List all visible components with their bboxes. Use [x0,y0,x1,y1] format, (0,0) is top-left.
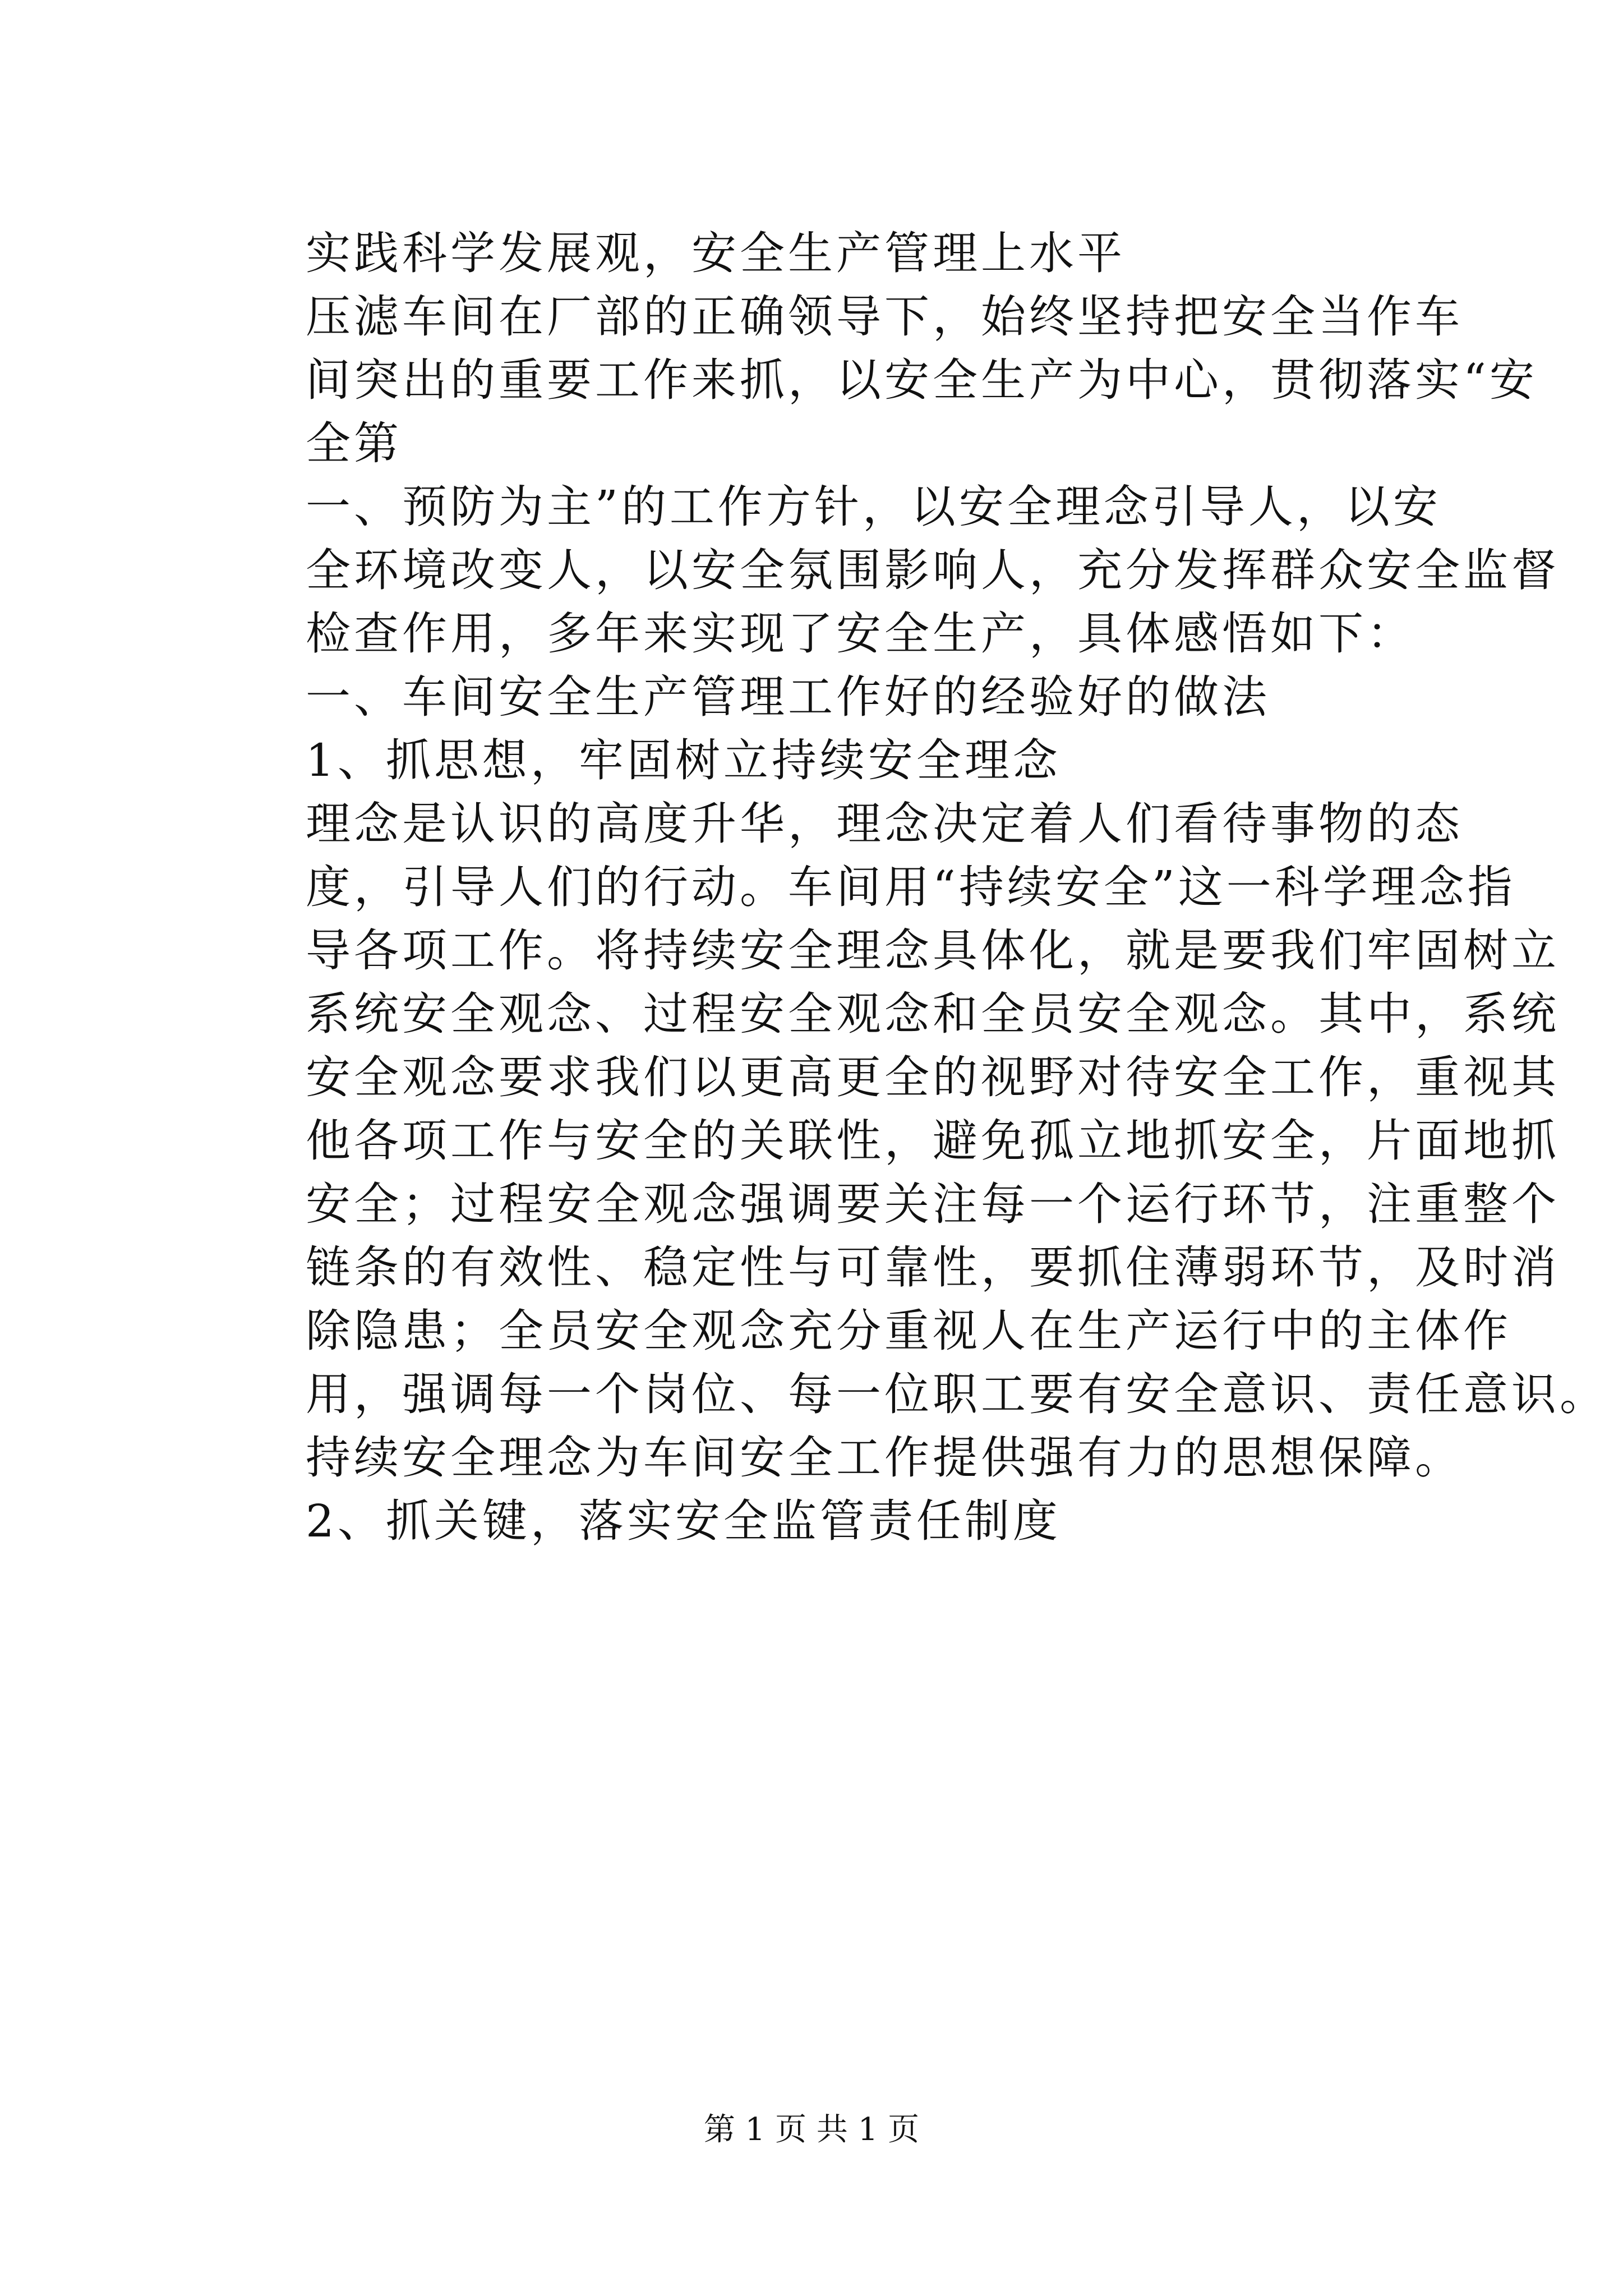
paragraph-line: 除隐患；全员安全观念充分重视人在生产运行中的主体作 [306,1305,1511,1357]
paragraph-line: 安全；过程安全观念强调要关注每一个运行环节，注重整个 [306,1178,1560,1230]
paragraph-line: 他各项工作与安全的关联性，避免孤立地抓安全，片面地抓 [306,1115,1560,1167]
paragraph-line: 检查作用，多年来实现了安全生产，具体感悟如下： [306,608,1415,660]
document-body [306,222,1608,1553]
paragraph-line: 全第 [306,417,402,470]
paragraph-line: 用，强调每一个岗位、每一位职工要有安全意识、责任意识。 [306,1368,1608,1420]
subsection-heading: 2、抓关键，落实安全监管责任制度 [306,1495,1061,1547]
section-heading: 一、车间安全生产管理工作好的经验好的做法 [306,671,1270,723]
paragraph-line: 全环境改变人，以安全氛围影响人，充分发挥群众安全监督 [306,544,1560,596]
page-number-footer: 第 1 页 共 1 页 [703,2111,920,2148]
paragraph-line: 一、预防为主”的工作方针，以安全理念引导人，以安 [306,481,1441,533]
subsection-heading: 1、抓思想，牢固树立持续安全理念 [306,734,1061,786]
paragraph-line: 间突出的重要工作来抓，以安全生产为中心，贯彻落实“安 [306,354,1538,406]
paragraph-line: 压滤车间在厂部的正确领导下，始终坚持把安全当作车 [306,291,1463,343]
paragraph-line: 安全观念要求我们以更高更全的视野对待安全工作，重视其 [306,1051,1560,1103]
paragraph-line: 系统安全观念、过程安全观念和全员安全观念。其中，系统 [306,988,1560,1040]
paragraph-line: 链条的有效性、稳定性与可靠性，要抓住薄弱环节，及时消 [306,1241,1560,1294]
paragraph-line: 持续安全理念为车间安全工作提供强有力的思想保障。 [306,1432,1463,1484]
paragraph-line: 导各项工作。将持续安全理念具体化，就是要我们牢固树立 [306,924,1560,977]
paragraph-line: 度，引导人们的行动。车间用“持续安全”这一科学理念指 [306,861,1516,913]
document-title: 实践科学发展观，安全生产管理上水平 [306,227,1126,279]
paragraph-line: 理念是认识的高度升华，理念决定着人们看待事物的态 [306,798,1463,850]
